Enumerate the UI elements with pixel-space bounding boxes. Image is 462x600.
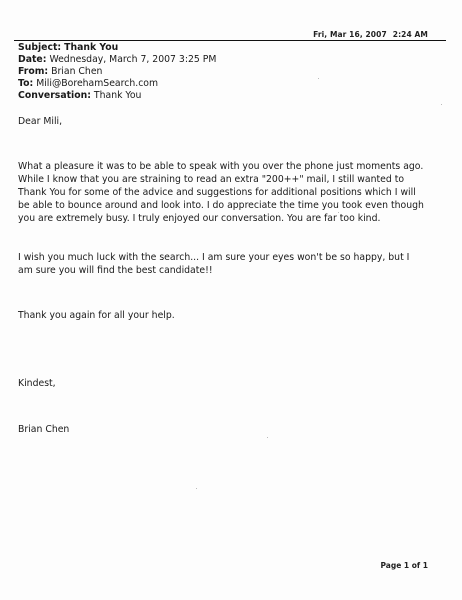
email-header xyxy=(18,42,216,102)
print-time: 2:24 AM xyxy=(392,30,428,39)
scan-speck xyxy=(267,437,268,438)
greeting: Dear Mili, xyxy=(18,116,63,127)
from-value: Brian Chen xyxy=(51,66,103,77)
to-label: To: xyxy=(18,78,34,89)
to-value: Mili@BorehamSearch.com xyxy=(36,78,159,89)
page-number: Page 1 of 1 xyxy=(380,561,428,570)
date-label: Date: xyxy=(18,54,47,65)
paragraph-1-line: you are extremely busy. I truly enjoyed our conversation. You are far too kind. xyxy=(18,213,381,224)
date-row xyxy=(18,54,216,66)
from-row xyxy=(18,66,216,78)
paragraph-1 xyxy=(18,160,448,225)
conversation-row xyxy=(18,90,216,102)
conversation-value: Thank You xyxy=(93,90,142,101)
paragraph-2-line: am sure you will find the best candidate!! xyxy=(18,265,213,276)
header-divider xyxy=(14,40,446,41)
to-row xyxy=(18,78,216,90)
from-label: From: xyxy=(18,66,49,77)
closing: Kindest, xyxy=(18,378,56,389)
scan-speck xyxy=(196,488,197,489)
paragraph-2-line: I wish you much luck with the search... I am sure your eyes won't be so happy, but I xyxy=(18,252,410,263)
signature: Brian Chen xyxy=(18,424,70,435)
conversation-label: Conversation: xyxy=(18,90,91,101)
subject-label: Subject: xyxy=(18,42,62,53)
paragraph-1-line: While I know that you are straining to read an extra "200++" mail, I still wanted to xyxy=(18,174,405,185)
paragraph-2 xyxy=(18,251,448,277)
print-timestamp xyxy=(313,30,428,39)
paragraph-1-line: What a pleasure it was to be able to speak with you over the phone just moments ago. xyxy=(18,161,424,172)
scan-speck xyxy=(441,104,442,105)
subject-row xyxy=(18,42,216,54)
subject-value: Thank You xyxy=(64,42,119,53)
print-date: Fri, Mar 16, 2007 xyxy=(313,30,387,39)
paragraph-1-line: be able to bounce around and look into. I do appreciate the time you took even though xyxy=(18,200,424,211)
paragraph-1-line: Thank You for some of the advice and suggestions for additional positions which I will xyxy=(18,187,416,198)
paragraph-3: Thank you again for all your help. xyxy=(18,310,175,321)
scan-speck xyxy=(318,78,319,79)
scan-speck xyxy=(338,212,339,213)
date-value: Wednesday, March 7, 2007 3:25 PM xyxy=(49,54,217,65)
